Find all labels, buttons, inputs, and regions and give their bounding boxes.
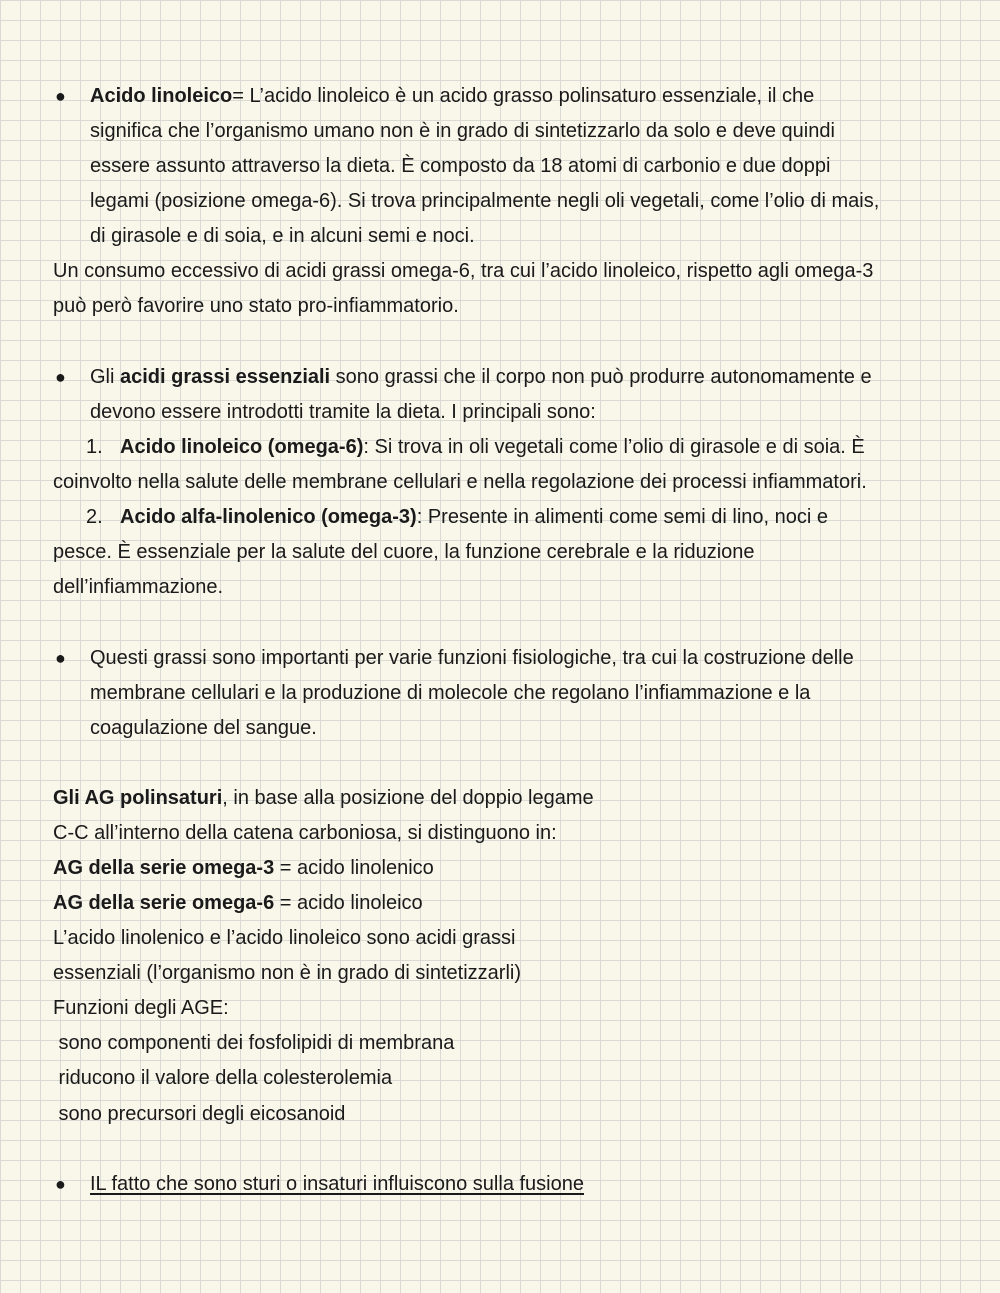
funzioni-age-heading: Funzioni degli AGE: xyxy=(53,997,229,1019)
funzione-age-item: sono componenti dei fosfolipidi di membrana xyxy=(53,1032,455,1054)
ag-essenziali-line-1: L’acido linolenico e l’acido linoleico sono acidi grassi xyxy=(53,927,516,949)
funzioni-line-3: coagulazione del sangue. xyxy=(90,717,317,739)
acido-linoleico-line-5: di girasole e di soia, e in alcuni semi e noci. xyxy=(90,225,475,247)
ag-polinsaturi-line-2: C-C all’interno della catena carboniosa, si distinguono in: xyxy=(53,822,557,844)
omega6-series-line: AG della serie omega-6 = acido linoleico xyxy=(53,892,423,914)
list-item-2-line-1: Acido alfa-linolenico (omega-3): Presente in alimenti come semi di lino, noci e xyxy=(120,506,829,528)
list-item-1-line-1: Acido linoleico (omega-6): Si trova in oli vegetali come l’olio di girasole e di soia. È xyxy=(120,436,865,458)
omega3-series-term: AG della serie omega-3 xyxy=(53,857,275,879)
list-number: 2. xyxy=(86,506,103,528)
bullet-marker: ● xyxy=(55,1174,66,1194)
essenziali-line-2: devono essere introdotti tramite la dieta. I principali sono: xyxy=(90,401,596,423)
bullet-marker: ● xyxy=(55,86,66,106)
bullet-marker: ● xyxy=(55,367,66,387)
funzioni-line-2: membrane cellulari e la produzione di molecole che regolano l’infiammazione e la xyxy=(90,682,811,704)
funzioni-line-1: Questi grassi sono importanti per varie funzioni fisiologiche, tra cui la costruzione delle xyxy=(90,647,854,669)
ag-polinsaturi-line-1: Gli AG polinsaturi, in base alla posizione del doppio legame xyxy=(53,787,594,809)
essenziali-line-1: Gli acidi grassi essenziali sono grassi che il corpo non può produrre autonomamente e xyxy=(90,366,872,388)
acido-linoleico-line-1: Acido linoleico= L’acido linoleico è un acido grasso polinsaturo essenziale, il che xyxy=(90,85,815,107)
bullet-marker: ● xyxy=(55,648,66,668)
ag-essenziali-line-2: essenziali (l’organismo non è in grado di sintetizzarli) xyxy=(53,962,521,984)
acido-linoleico-line-3: essere assunto attraverso la dieta. È composto da 18 atomi di carbonio e due doppi xyxy=(90,155,831,177)
omega6-term: Acido linoleico (omega-6) xyxy=(120,436,364,458)
funzione-age-item: riducono il valore della colesterolemia xyxy=(53,1067,393,1089)
funzione-age-item: sono precursori degli eicosanoid xyxy=(53,1103,346,1125)
acido-linoleico-line-2: significa che l’organismo umano non è in grado di sintetizzarlo da solo e deve quindi xyxy=(90,120,835,142)
list-item-2-line-3: dell’infiammazione. xyxy=(53,576,224,598)
fusione-note xyxy=(90,1172,584,1196)
acido-linoleico-term: Acido linoleico xyxy=(90,85,233,107)
list-item-2-line-2: pesce. È essenziale per la salute del cuore, la funzione cerebrale e la riduzione xyxy=(53,541,755,563)
omega6-consumption-line-2: può però favorire uno stato pro-infiammatorio. xyxy=(53,295,459,317)
omega6-series-term: AG della serie omega-6 xyxy=(53,892,275,914)
omega3-term: Acido alfa-linolenico (omega-3) xyxy=(120,506,417,528)
list-item-1-line-2: coinvolto nella salute delle membrane cellulari e nella regolazione dei processi infiammatori. xyxy=(53,471,867,493)
omega6-consumption-line-1: Un consumo eccessivo di acidi grassi omega-6, tra cui l’acido linoleico, rispetto agli omega-3 xyxy=(53,260,874,282)
omega3-series-line: AG della serie omega-3 = acido linolenico xyxy=(53,857,434,879)
list-number: 1. xyxy=(86,436,103,458)
acido-linoleico-line-4: legami (posizione omega-6). Si trova principalmente negli oli vegetali, come l’olio di mais, xyxy=(90,190,880,212)
ag-polinsaturi-term: Gli AG polinsaturi xyxy=(53,787,223,809)
acidi-grassi-essenziali-term: acidi grassi essenziali xyxy=(120,366,331,388)
fusione-note-text: IL fatto che sono sturi o insaturi influiscono sulla fusione xyxy=(90,1173,584,1195)
